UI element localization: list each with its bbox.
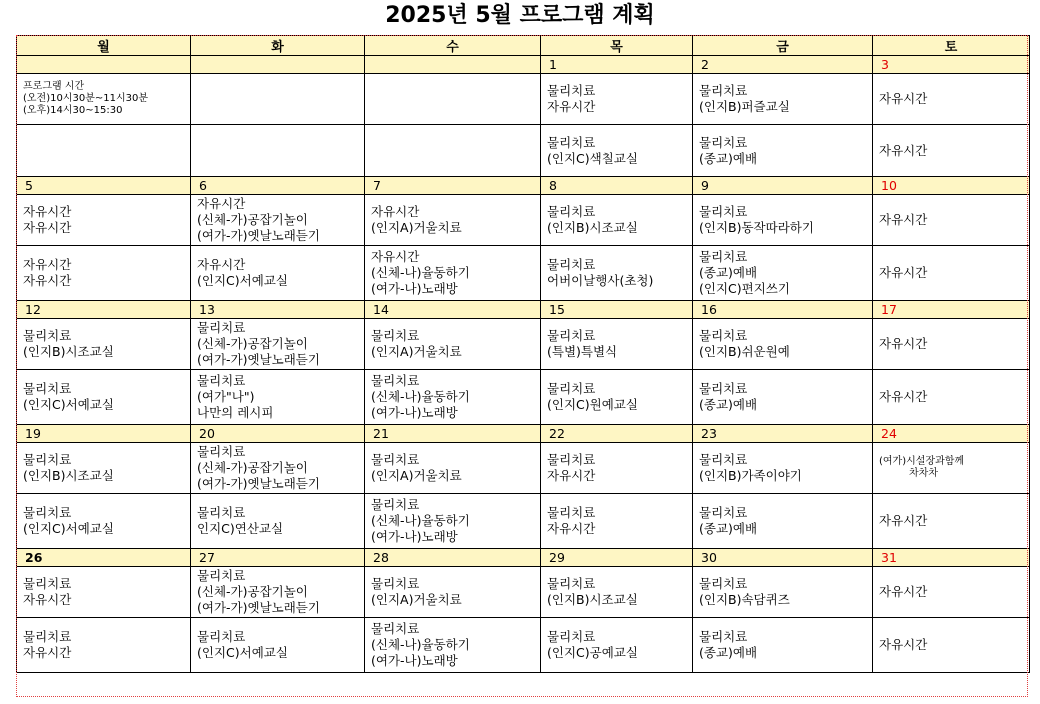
program-entry: 물리치료 xyxy=(699,249,748,264)
weekday-header-row xyxy=(17,36,1030,56)
program-cell xyxy=(693,618,873,673)
program-cell xyxy=(541,319,693,370)
program-cell xyxy=(365,74,541,125)
program-entry: 물리치료 xyxy=(547,576,596,591)
program-entry: 자유시간 xyxy=(547,468,596,483)
date-cell: 21 xyxy=(365,425,541,443)
program-cell xyxy=(17,370,191,425)
date-cell: 8 xyxy=(541,177,693,195)
program-cell xyxy=(873,246,1030,301)
date-cell: 30 xyxy=(693,549,873,567)
weekday-header: 금 xyxy=(693,36,873,56)
program-entry: (여가-가)옛날노래듣기 xyxy=(197,476,320,491)
program-row xyxy=(17,370,1030,425)
program-entry: 물리치료 xyxy=(547,452,596,467)
weekday-header: 수 xyxy=(365,36,541,56)
program-entry: 어버이날행사(초청) xyxy=(547,273,654,288)
date-row xyxy=(17,425,1030,443)
program-entry: (인지C)서예교실 xyxy=(23,397,114,412)
program-entry: 물리치료 xyxy=(699,204,748,219)
program-row xyxy=(17,618,1030,673)
program-entry: 자유시간 xyxy=(23,645,72,660)
date-cell xyxy=(191,56,365,74)
date-cell: 15 xyxy=(541,301,693,319)
program-entry: 자유시간 xyxy=(371,249,420,264)
program-cell xyxy=(191,195,365,246)
program-cell xyxy=(17,319,191,370)
program-cell xyxy=(873,494,1030,549)
program-row xyxy=(17,246,1030,301)
program-entry: 물리치료 xyxy=(371,497,420,512)
program-cell xyxy=(365,618,541,673)
program-entry: 물리치료 xyxy=(23,452,72,467)
program-entry: (인지C)색칠교실 xyxy=(547,150,638,166)
program-entry: (인지C)서예교실 xyxy=(23,521,114,536)
program-entry: (인지B)가족이야기 xyxy=(699,468,802,483)
program-entry: 물리치료 xyxy=(371,576,420,591)
date-row xyxy=(17,177,1030,195)
program-entry: (신체-가)공잡기놀이 xyxy=(197,336,308,351)
program-cell xyxy=(365,319,541,370)
date-cell: 31 xyxy=(873,549,1030,567)
program-cell xyxy=(873,195,1030,246)
program-entry: (인지B)시조교실 xyxy=(23,344,114,359)
program-entry: 자유시간 xyxy=(879,91,928,106)
program-entry: 물리치료 xyxy=(23,576,72,591)
program-entry: 차차차 xyxy=(909,468,938,479)
date-cell: 29 xyxy=(541,549,693,567)
program-entry: 자유시간 xyxy=(879,142,928,158)
program-cell xyxy=(693,74,873,125)
program-entry: (여가-나)노래방 xyxy=(371,405,458,420)
program-entry: 자유시간 xyxy=(879,513,928,528)
date-cell: 6 xyxy=(191,177,365,195)
program-entry: (인지B)동작따라하기 xyxy=(699,220,814,235)
program-entry: 물리치료 xyxy=(371,373,420,388)
program-entry: 자유시간 xyxy=(879,336,928,351)
program-entry: 물리치료 xyxy=(547,83,596,98)
date-row xyxy=(17,549,1030,567)
date-cell: 26 xyxy=(17,549,191,567)
program-entry: (여가-나)노래방 xyxy=(371,529,458,544)
date-cell: 1 xyxy=(541,56,693,74)
program-entry: (인지C)서예교실 xyxy=(197,645,288,660)
program-entry: 물리치료 xyxy=(197,629,246,644)
program-cell xyxy=(365,567,541,618)
program-cell xyxy=(191,319,365,370)
program-entry: (여가-가)옛날노래듣기 xyxy=(197,228,320,243)
program-cell xyxy=(873,74,1030,125)
program-entry: (종교)예배 xyxy=(699,521,758,536)
program-cell xyxy=(693,246,873,301)
program-cell xyxy=(17,195,191,246)
date-row xyxy=(17,301,1030,319)
program-entry: (오후)14시30~15:30 xyxy=(23,105,123,116)
program-entry: 자유시간 xyxy=(23,257,72,272)
program-entry: 자유시간 xyxy=(371,204,420,219)
date-cell xyxy=(365,56,541,74)
program-entry: (여가-가)옛날노래듣기 xyxy=(197,600,320,615)
date-cell: 9 xyxy=(693,177,873,195)
program-entry: (인지B)시조교실 xyxy=(547,220,638,235)
program-entry: (종교)예배 xyxy=(699,645,758,660)
program-entry: (인지B)속담퀴즈 xyxy=(699,592,790,607)
program-calendar xyxy=(16,35,1030,673)
program-entry: 물리치료 xyxy=(699,328,748,343)
program-entry: (신체-가)공잡기놀이 xyxy=(197,212,308,227)
program-cell xyxy=(873,125,1030,177)
date-cell: 2 xyxy=(693,56,873,74)
program-entry: 물리치료 xyxy=(699,134,748,150)
program-cell xyxy=(191,74,365,125)
date-cell: 12 xyxy=(17,301,191,319)
program-cell xyxy=(365,195,541,246)
program-entry: 물리치료 xyxy=(547,505,596,520)
program-entry: 자유시간 xyxy=(23,592,72,607)
program-row xyxy=(17,195,1030,246)
date-row xyxy=(17,56,1030,74)
program-row xyxy=(17,74,1030,125)
program-cell xyxy=(365,494,541,549)
program-cell xyxy=(693,370,873,425)
program-cell xyxy=(541,443,693,494)
weekday-header: 화 xyxy=(191,36,365,56)
program-entry: 물리치료 xyxy=(197,320,246,335)
program-entry: (인지B)시조교실 xyxy=(547,592,638,607)
program-cell xyxy=(541,246,693,301)
program-entry: (인지A)거울치료 xyxy=(371,468,462,483)
program-entry: 자유시간 xyxy=(879,212,928,227)
date-cell: 13 xyxy=(191,301,365,319)
program-row xyxy=(17,494,1030,549)
program-entry: 자유시간 xyxy=(879,265,928,280)
program-cell xyxy=(541,567,693,618)
program-cell xyxy=(541,618,693,673)
program-entry: 물리치료 xyxy=(197,444,246,459)
date-cell: 14 xyxy=(365,301,541,319)
program-entry: 물리치료 xyxy=(699,381,748,396)
program-entry: (신체-가)공잡기놀이 xyxy=(197,584,308,599)
program-entry: 물리치료 xyxy=(197,505,246,520)
program-entry: (인지C)편지쓰기 xyxy=(699,281,790,296)
program-cell xyxy=(191,618,365,673)
program-cell xyxy=(541,74,693,125)
program-entry: (종교)예배 xyxy=(699,397,758,412)
program-row xyxy=(17,567,1030,618)
date-cell: 23 xyxy=(693,425,873,443)
program-entry: 물리치료 xyxy=(547,328,596,343)
date-cell: 27 xyxy=(191,549,365,567)
program-cell xyxy=(17,74,191,125)
program-entry: (인지C)서예교실 xyxy=(197,273,288,288)
program-entry: 자유시간 xyxy=(879,389,928,404)
program-entry: 물리치료 xyxy=(23,328,72,343)
date-cell: 16 xyxy=(693,301,873,319)
program-entry: (종교)예배 xyxy=(699,265,758,280)
program-row xyxy=(17,125,1030,177)
program-entry: (여가)시설장과함께 xyxy=(879,456,965,467)
program-entry: 물리치료 xyxy=(699,505,748,520)
program-entry: 물리치료 xyxy=(547,134,596,150)
program-cell xyxy=(17,618,191,673)
date-cell xyxy=(17,56,191,74)
date-cell: 19 xyxy=(17,425,191,443)
program-cell xyxy=(693,195,873,246)
program-entry: (인지A)거울치료 xyxy=(371,592,462,607)
date-cell: 5 xyxy=(17,177,191,195)
program-cell xyxy=(873,567,1030,618)
program-entry: 물리치료 xyxy=(23,505,72,520)
program-cell xyxy=(365,443,541,494)
date-cell: 28 xyxy=(365,549,541,567)
program-entry: (종교)예배 xyxy=(699,150,758,166)
date-cell: 17 xyxy=(873,301,1030,319)
program-entry: (신체-나)율동하기 xyxy=(371,637,470,652)
program-cell xyxy=(17,494,191,549)
program-entry: 물리치료 xyxy=(547,204,596,219)
program-cell xyxy=(17,125,191,177)
program-cell xyxy=(17,567,191,618)
program-entry: (인지C)원예교실 xyxy=(547,397,638,412)
program-entry: 물리치료 xyxy=(371,328,420,343)
program-entry: (인지A)거울치료 xyxy=(371,220,462,235)
program-cell xyxy=(541,494,693,549)
program-entry: (인지B)시조교실 xyxy=(23,468,114,483)
program-entry: (신체-나)율동하기 xyxy=(371,265,470,280)
program-entry: (인지B)퍼즐교실 xyxy=(699,99,790,114)
program-entry: (여가-나)노래방 xyxy=(371,653,458,668)
program-entry: 자유시간 xyxy=(23,220,72,235)
program-entry: (오전)10시30분~11시30분 xyxy=(23,93,149,104)
program-cell xyxy=(191,125,365,177)
program-cell xyxy=(365,125,541,177)
weekday-header: 목 xyxy=(541,36,693,56)
date-cell: 22 xyxy=(541,425,693,443)
program-entry: 물리치료 xyxy=(547,629,596,644)
program-cell xyxy=(191,567,365,618)
program-cell xyxy=(541,370,693,425)
program-entry: 물리치료 xyxy=(23,629,72,644)
program-entry: (특별)특별식 xyxy=(547,344,618,359)
program-entry: 물리치료 xyxy=(371,621,420,636)
program-cell xyxy=(693,494,873,549)
program-entry: 물리치료 xyxy=(197,373,246,388)
program-cell xyxy=(873,443,1030,494)
program-entry: (인지B)쉬운원예 xyxy=(699,344,790,359)
program-cell xyxy=(873,370,1030,425)
program-cell xyxy=(873,618,1030,673)
program-entry: 물리치료 xyxy=(699,83,748,98)
program-entry: (신체-나)율동하기 xyxy=(371,389,470,404)
program-row xyxy=(17,319,1030,370)
date-cell: 24 xyxy=(873,425,1030,443)
program-entry: 물리치료 xyxy=(547,381,596,396)
program-entry: 자유시간 xyxy=(547,99,596,114)
program-entry: 물리치료 xyxy=(23,381,72,396)
program-entry: 물리치료 xyxy=(699,629,748,644)
program-cell xyxy=(693,443,873,494)
program-cell xyxy=(693,125,873,177)
program-entry: (인지A)거울치료 xyxy=(371,344,462,359)
program-entry: 자유시간 xyxy=(23,204,72,219)
date-cell: 20 xyxy=(191,425,365,443)
program-cell xyxy=(191,443,365,494)
program-cell xyxy=(17,246,191,301)
program-entry: 물리치료 xyxy=(699,452,748,467)
page-title: 2025년 5월 프로그램 계획 xyxy=(385,3,655,28)
program-entry: 자유시간 xyxy=(23,273,72,288)
program-entry: (인지C)공예교실 xyxy=(547,645,638,660)
program-cell xyxy=(541,125,693,177)
program-cell xyxy=(365,370,541,425)
calendar-body xyxy=(17,56,1030,673)
program-entry: 물리치료 xyxy=(699,576,748,591)
program-cell xyxy=(191,494,365,549)
program-entry: (신체-나)율동하기 xyxy=(371,513,470,528)
program-entry: 자유시간 xyxy=(547,521,596,536)
program-entry: (여가-나)노래방 xyxy=(371,281,458,296)
program-cell xyxy=(191,370,365,425)
program-entry: 물리치료 xyxy=(197,568,246,583)
program-cell xyxy=(541,195,693,246)
date-cell: 3 xyxy=(873,56,1030,74)
program-entry: 자유시간 xyxy=(197,257,246,272)
program-cell xyxy=(873,319,1030,370)
program-entry: 프로그램 시간 xyxy=(23,81,85,92)
program-row xyxy=(17,443,1030,494)
program-cell xyxy=(17,443,191,494)
program-cell xyxy=(191,246,365,301)
program-cell xyxy=(693,567,873,618)
program-cell xyxy=(693,319,873,370)
program-entry: (신체-가)공잡기놀이 xyxy=(197,460,308,475)
weekday-header: 토 xyxy=(873,36,1030,56)
program-entry: 자유시간 xyxy=(879,637,928,652)
program-entry: 물리치료 xyxy=(547,257,596,272)
program-entry: 인지C)연산교실 xyxy=(197,521,284,536)
program-entry: 물리치료 xyxy=(371,452,420,467)
program-entry: (여가-가)옛날노래듣기 xyxy=(197,352,320,367)
date-cell: 7 xyxy=(365,177,541,195)
weekday-header: 월 xyxy=(17,36,191,56)
program-cell xyxy=(365,246,541,301)
program-entry: 나만의 레시피 xyxy=(197,405,274,420)
program-entry: 자유시간 xyxy=(879,584,928,599)
program-entry: 자유시간 xyxy=(197,196,246,211)
date-cell: 10 xyxy=(873,177,1030,195)
program-entry: (여가"나") xyxy=(197,389,255,404)
